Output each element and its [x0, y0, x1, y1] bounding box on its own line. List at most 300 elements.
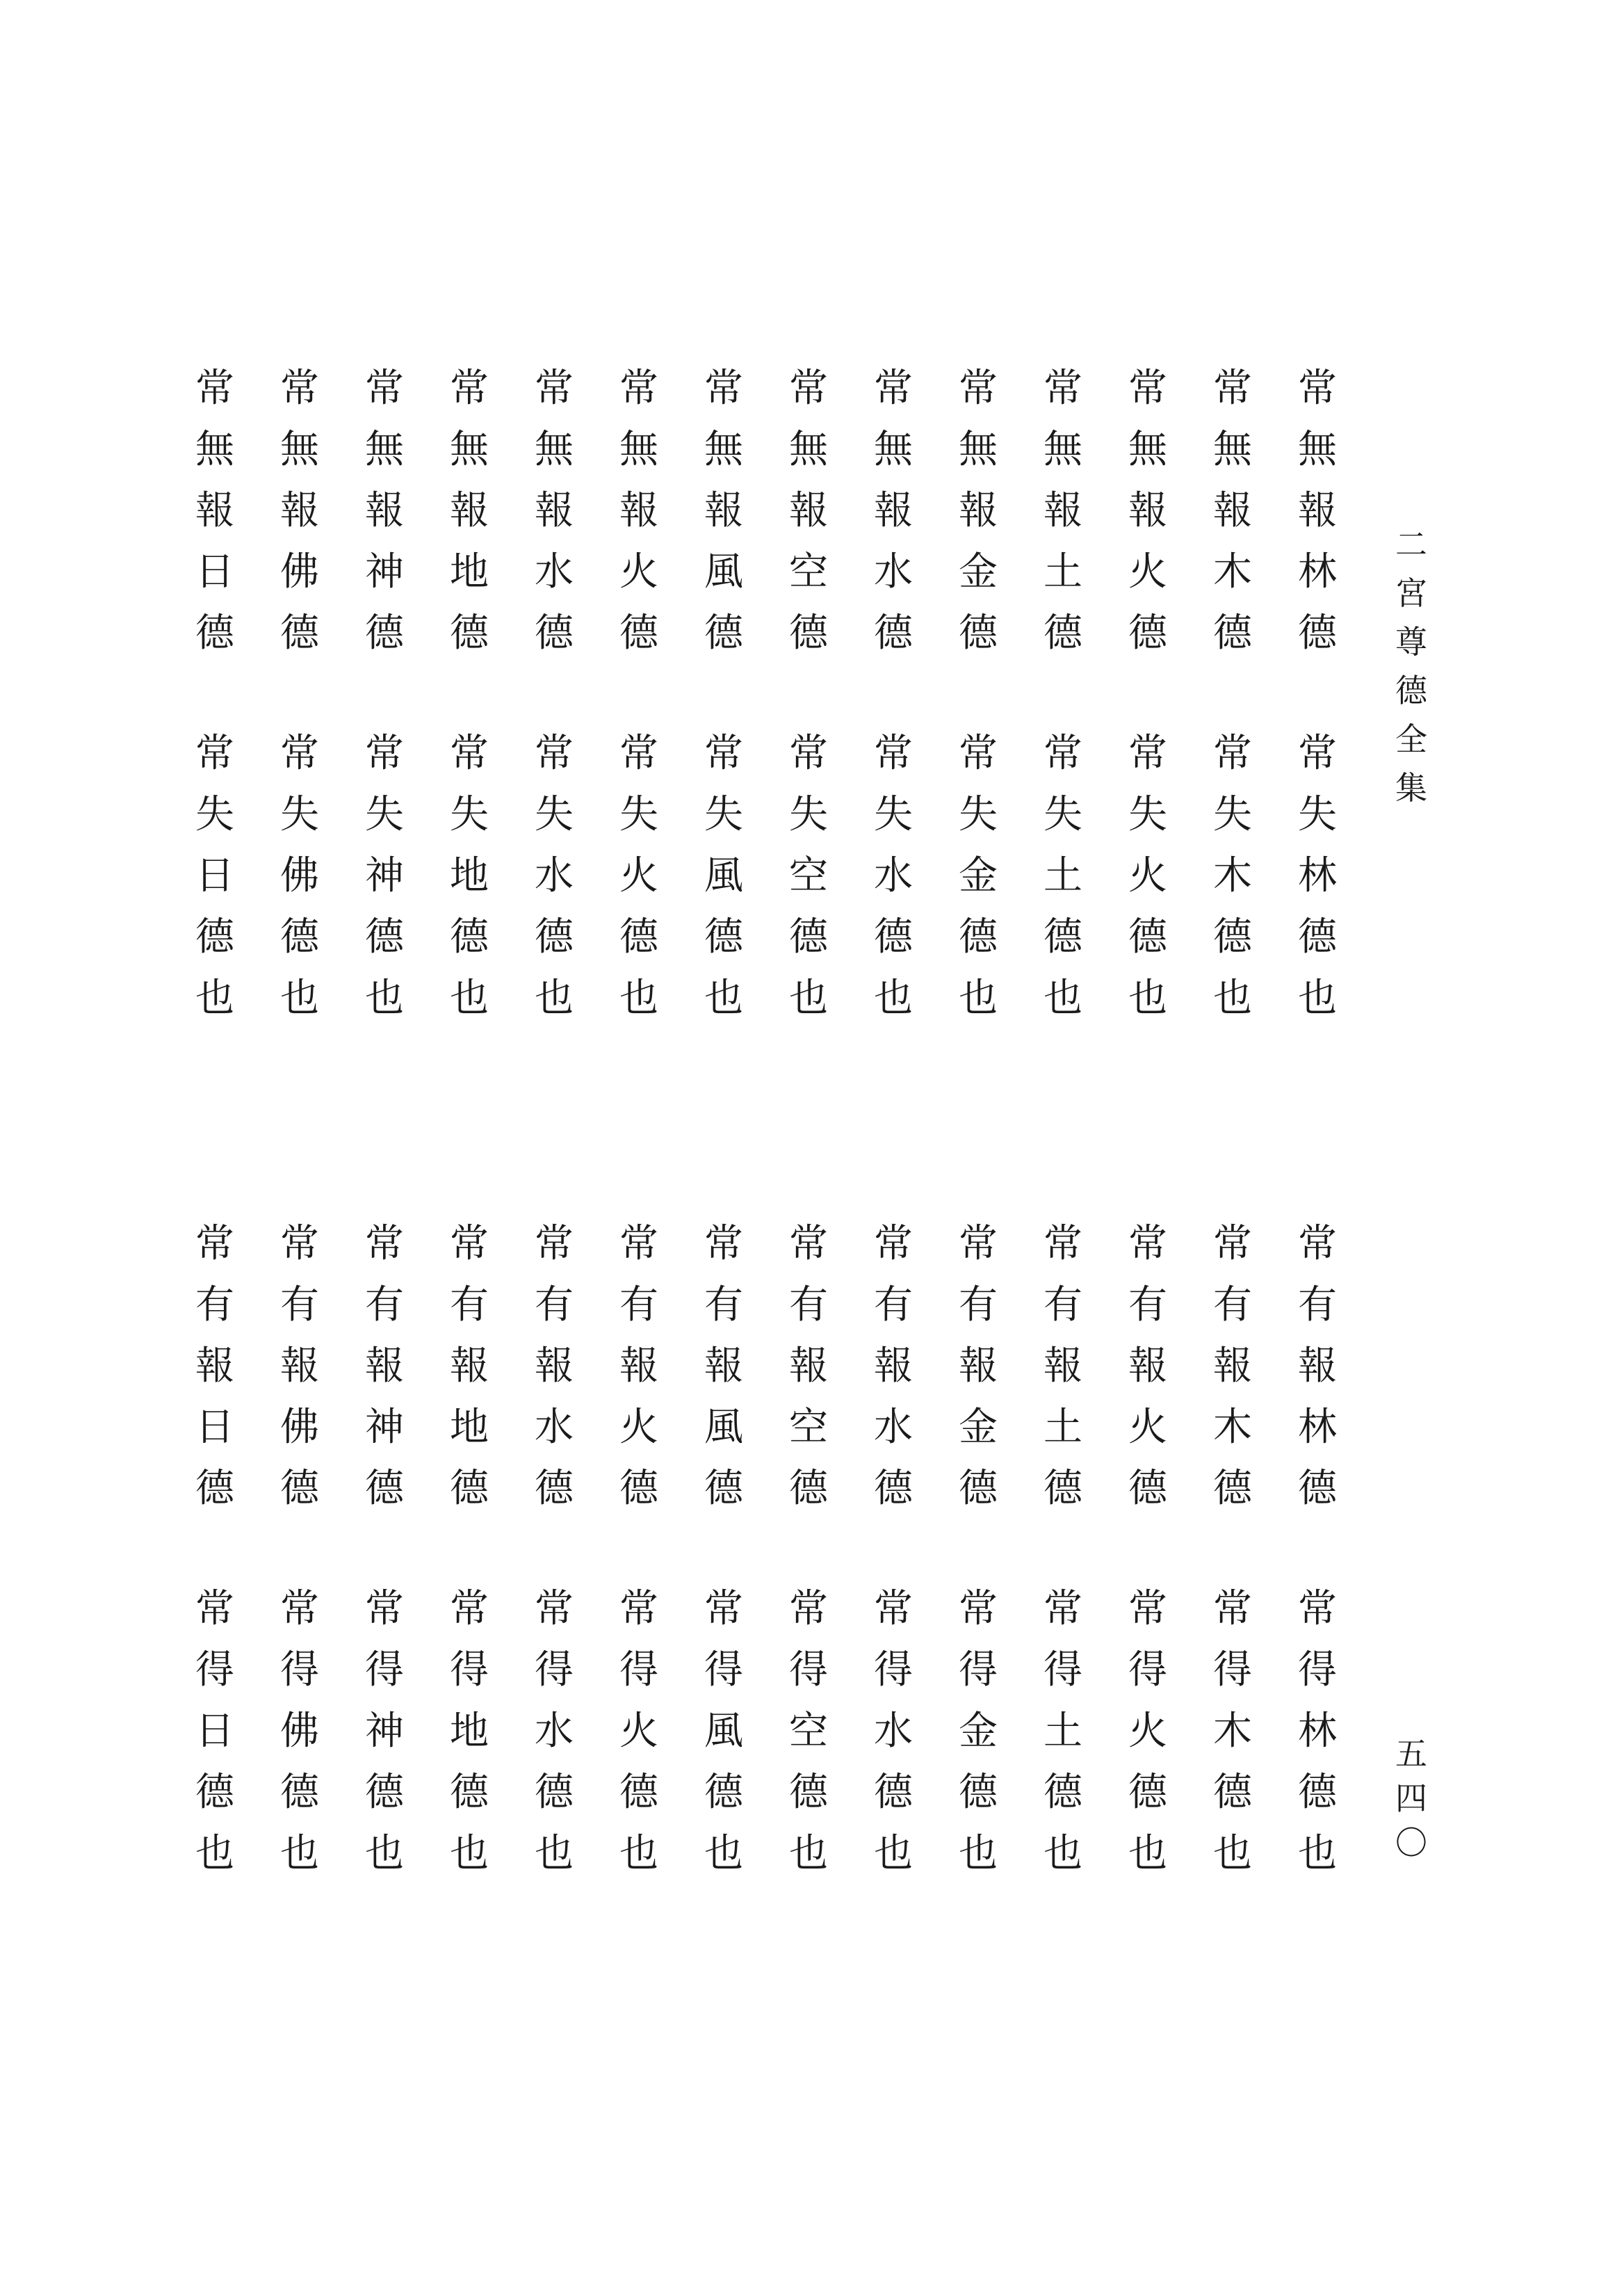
- text-char: 德: [365, 914, 404, 960]
- text-char: 有: [619, 1282, 658, 1327]
- text-char: 常: [959, 366, 998, 411]
- text-char: 風: [704, 549, 743, 595]
- text-column: [615, 358, 663, 664]
- text-char: 風: [704, 853, 743, 898]
- text-char: 得: [450, 1647, 489, 1693]
- text-char: 地: [450, 1709, 489, 1754]
- text-char: 德: [280, 914, 319, 960]
- text-char: 德: [1213, 611, 1252, 656]
- text-char: 林: [1298, 1405, 1337, 1450]
- text-char: 常: [789, 1221, 828, 1266]
- text-char: 報: [195, 1343, 234, 1389]
- running-head-char: 宮: [1395, 574, 1427, 612]
- text-char: 也: [959, 1831, 998, 1876]
- text-char: 火: [1128, 549, 1167, 595]
- text-column: [275, 723, 324, 1029]
- text-char: 常: [1128, 1221, 1167, 1266]
- text-char: 木: [1213, 853, 1252, 898]
- text-char: 報: [874, 488, 913, 533]
- text-char: 無: [959, 427, 998, 472]
- text-char: 失: [874, 792, 913, 837]
- text-char: 也: [365, 1831, 404, 1876]
- text-char: 有: [450, 1282, 489, 1327]
- text-char: 無: [450, 427, 489, 472]
- text-char: 有: [535, 1282, 574, 1327]
- text-char: 有: [280, 1282, 319, 1327]
- text-char: 空: [789, 1709, 828, 1754]
- text-char: 水: [874, 853, 913, 898]
- text-char: 德: [450, 1466, 489, 1511]
- text-char: 德: [1044, 914, 1082, 960]
- text-column: [445, 723, 494, 1029]
- text-char: 德: [1128, 1770, 1167, 1815]
- text-char: 報: [959, 488, 998, 533]
- running-head-char: 集: [1395, 769, 1427, 807]
- text-char: 報: [450, 1343, 489, 1389]
- text-char: 也: [1213, 976, 1252, 1021]
- text-char: 常: [535, 1586, 574, 1631]
- text-char: 也: [1213, 1831, 1252, 1876]
- text-char: 常: [1298, 366, 1337, 411]
- text-char: 無: [619, 427, 658, 472]
- text-column: [1123, 723, 1172, 1029]
- text-char: 失: [195, 792, 234, 837]
- text-char: 土: [1044, 1709, 1082, 1754]
- text-char: 德: [959, 1770, 998, 1815]
- text-char: 日: [195, 1405, 234, 1450]
- text-char: 德: [789, 611, 828, 656]
- text-char: 佛: [280, 549, 319, 595]
- text-char: 德: [535, 1770, 574, 1815]
- text-char: 也: [195, 976, 234, 1021]
- text-char: 德: [195, 1466, 234, 1511]
- text-char: 日: [195, 549, 234, 595]
- text-char: 林: [1298, 1709, 1337, 1754]
- text-column: [615, 1213, 663, 1519]
- text-char: 無: [1298, 427, 1337, 472]
- text-char: 常: [280, 1221, 319, 1266]
- text-char: 無: [789, 427, 828, 472]
- text-char: 空: [789, 549, 828, 595]
- text-char: 得: [1213, 1647, 1252, 1693]
- text-char: 也: [1044, 1831, 1082, 1876]
- text-column: [1208, 1213, 1257, 1519]
- text-char: 也: [1298, 1831, 1337, 1876]
- text-char: 德: [959, 1466, 998, 1511]
- text-column: [954, 358, 1002, 664]
- text-column: [1208, 723, 1257, 1029]
- text-char: 佛: [280, 1405, 319, 1450]
- text-char: 金: [959, 1709, 998, 1754]
- text-char: 德: [1128, 611, 1167, 656]
- text-char: 水: [874, 1405, 913, 1450]
- text-char: 常: [450, 366, 489, 411]
- text-char: 也: [280, 976, 319, 1021]
- text-char: 常: [1128, 1586, 1167, 1631]
- text-char: 報: [1128, 1343, 1167, 1389]
- page-number-char: 〇: [1395, 1824, 1427, 1862]
- text-char: 也: [959, 976, 998, 1021]
- text-char: 水: [874, 1709, 913, 1754]
- text-char: 常: [1044, 731, 1082, 776]
- text-char: 德: [450, 914, 489, 960]
- text-char: 常: [1213, 366, 1252, 411]
- text-char: 報: [704, 488, 743, 533]
- running-head-char: 全: [1395, 720, 1427, 758]
- text-column: [190, 1213, 239, 1519]
- text-column: [190, 1579, 239, 1885]
- text-char: 德: [1044, 1466, 1082, 1511]
- text-column: [784, 1579, 833, 1885]
- text-char: 報: [195, 488, 234, 533]
- text-column: [615, 723, 663, 1029]
- text-char: 常: [704, 366, 743, 411]
- text-char: 得: [535, 1647, 574, 1693]
- text-char: 報: [1298, 1343, 1337, 1389]
- text-char: 報: [1128, 488, 1167, 533]
- text-char: 佛: [280, 1709, 319, 1754]
- text-char: 水: [535, 853, 574, 898]
- text-char: 常: [280, 731, 319, 776]
- text-char: 報: [1044, 488, 1082, 533]
- text-char: 也: [874, 1831, 913, 1876]
- text-char: 德: [1128, 914, 1167, 960]
- text-char: 木: [1213, 1709, 1252, 1754]
- text-char: 也: [450, 1831, 489, 1876]
- text-char: 得: [1044, 1647, 1082, 1693]
- text-char: 德: [704, 1770, 743, 1815]
- text-char: 有: [704, 1282, 743, 1327]
- text-char: 德: [535, 1466, 574, 1511]
- page-number-char: 五: [1395, 1735, 1427, 1773]
- text-column: [784, 723, 833, 1029]
- text-char: 常: [1044, 1586, 1082, 1631]
- text-char: 失: [959, 792, 998, 837]
- text-char: 神: [365, 1405, 404, 1450]
- text-char: 德: [195, 1770, 234, 1815]
- text-char: 報: [959, 1343, 998, 1389]
- text-char: 金: [959, 853, 998, 898]
- text-char: 無: [874, 427, 913, 472]
- text-char: 報: [280, 488, 319, 533]
- text-char: 德: [874, 914, 913, 960]
- text-char: 常: [365, 1221, 404, 1266]
- text-column: [1039, 1213, 1087, 1519]
- text-char: 常: [450, 1586, 489, 1631]
- text-char: 也: [195, 1831, 234, 1876]
- text-column: [869, 723, 918, 1029]
- text-char: 常: [450, 1221, 489, 1266]
- text-char: 常: [1213, 731, 1252, 776]
- text-char: 德: [959, 611, 998, 656]
- text-char: 常: [789, 731, 828, 776]
- text-char: 常: [619, 1586, 658, 1631]
- text-char: 火: [1128, 1405, 1167, 1450]
- text-char: 德: [789, 1466, 828, 1511]
- text-char: 佛: [280, 853, 319, 898]
- text-char: 報: [1213, 488, 1252, 533]
- text-char: 報: [619, 488, 658, 533]
- text-char: 火: [1128, 1709, 1167, 1754]
- text-char: 火: [1128, 853, 1167, 898]
- text-char: 也: [1128, 1831, 1167, 1876]
- text-char: 常: [704, 1221, 743, 1266]
- text-char: 常: [874, 1221, 913, 1266]
- text-char: 德: [280, 1466, 319, 1511]
- text-char: 木: [1213, 1405, 1252, 1450]
- text-char: 得: [874, 1647, 913, 1693]
- text-char: 也: [365, 976, 404, 1021]
- text-column: [869, 1213, 918, 1519]
- text-char: 德: [1213, 1770, 1252, 1815]
- text-char: 失: [365, 792, 404, 837]
- text-char: 德: [195, 914, 234, 960]
- text-char: 德: [1213, 1466, 1252, 1511]
- text-char: 失: [789, 792, 828, 837]
- text-char: 報: [535, 1343, 574, 1389]
- text-char: 失: [619, 792, 658, 837]
- text-char: 得: [789, 1647, 828, 1693]
- text-char: 報: [535, 488, 574, 533]
- text-char: 也: [704, 1831, 743, 1876]
- text-char: 常: [874, 731, 913, 776]
- text-char: 德: [365, 1770, 404, 1815]
- text-char: 常: [535, 366, 574, 411]
- text-char: 無: [195, 427, 234, 472]
- text-char: 金: [959, 549, 998, 595]
- text-char: 也: [1298, 976, 1337, 1021]
- text-char: 失: [1128, 792, 1167, 837]
- text-char: 常: [789, 1586, 828, 1631]
- text-char: 德: [704, 611, 743, 656]
- text-char: 日: [195, 853, 234, 898]
- text-char: 地: [450, 853, 489, 898]
- text-char: 無: [704, 427, 743, 472]
- text-char: 德: [704, 914, 743, 960]
- text-char: 德: [874, 1466, 913, 1511]
- text-char: 得: [365, 1647, 404, 1693]
- text-char: 報: [789, 488, 828, 533]
- text-char: 有: [365, 1282, 404, 1327]
- text-char: 地: [450, 1405, 489, 1450]
- text-char: 德: [619, 914, 658, 960]
- text-char: 常: [959, 1221, 998, 1266]
- text-char: 火: [619, 549, 658, 595]
- text-char: 德: [704, 1466, 743, 1511]
- text-char: 常: [1044, 366, 1082, 411]
- text-char: 德: [280, 1770, 319, 1815]
- text-char: 火: [619, 1709, 658, 1754]
- text-char: 常: [365, 1586, 404, 1631]
- text-char: 常: [619, 731, 658, 776]
- text-char: 風: [704, 1709, 743, 1754]
- text-char: 常: [195, 366, 234, 411]
- text-column: [1293, 1579, 1342, 1885]
- text-char: 無: [280, 427, 319, 472]
- text-char: 得: [280, 1647, 319, 1693]
- text-char: 也: [450, 976, 489, 1021]
- text-char: 有: [1213, 1282, 1252, 1327]
- text-char: 常: [1213, 1221, 1252, 1266]
- text-char: 常: [365, 366, 404, 411]
- text-char: 常: [874, 1586, 913, 1631]
- text-char: 也: [1128, 976, 1167, 1021]
- text-char: 常: [619, 366, 658, 411]
- text-char: 常: [195, 1586, 234, 1631]
- text-column: [360, 358, 409, 664]
- text-column: [699, 723, 748, 1029]
- text-char: 火: [619, 1405, 658, 1450]
- text-char: 常: [195, 1221, 234, 1266]
- text-char: 德: [959, 914, 998, 960]
- text-column: [869, 1579, 918, 1885]
- text-char: 得: [195, 1647, 234, 1693]
- text-char: 失: [1298, 792, 1337, 837]
- text-column: [530, 723, 578, 1029]
- text-char: 有: [789, 1282, 828, 1327]
- page-number-char: 四: [1395, 1779, 1427, 1817]
- text-column: [954, 1213, 1002, 1519]
- text-column: [615, 1579, 663, 1885]
- text-char: 德: [280, 611, 319, 656]
- text-column: [1039, 1579, 1087, 1885]
- text-char: 常: [1298, 1586, 1337, 1631]
- text-char: 常: [1128, 731, 1167, 776]
- text-char: 失: [1044, 792, 1082, 837]
- text-column: [784, 358, 833, 664]
- text-column: [445, 358, 494, 664]
- text-char: 德: [195, 611, 234, 656]
- text-char: 得: [619, 1647, 658, 1693]
- text-char: 報: [1298, 488, 1337, 533]
- text-char: 失: [280, 792, 319, 837]
- text-char: 日: [195, 1709, 234, 1754]
- text-char: 土: [1044, 1405, 1082, 1450]
- text-char: 得: [704, 1647, 743, 1693]
- text-char: 報: [619, 1343, 658, 1389]
- text-char: 德: [1044, 1770, 1082, 1815]
- text-char: 常: [535, 1221, 574, 1266]
- text-char: 無: [535, 427, 574, 472]
- text-column: [1293, 358, 1342, 664]
- text-column: [1293, 1213, 1342, 1519]
- text-char: 得: [1298, 1647, 1337, 1693]
- text-char: 德: [450, 611, 489, 656]
- text-char: 有: [1298, 1282, 1337, 1327]
- text-char: 無: [365, 427, 404, 472]
- text-column: [360, 723, 409, 1029]
- text-char: 常: [704, 731, 743, 776]
- text-char: 德: [1298, 611, 1337, 656]
- text-char: 也: [874, 976, 913, 1021]
- text-column: [445, 1213, 494, 1519]
- text-char: 報: [789, 1343, 828, 1389]
- text-char: 報: [704, 1343, 743, 1389]
- text-char: 無: [1128, 427, 1167, 472]
- running-head: [1387, 520, 1436, 812]
- text-char: 得: [959, 1647, 998, 1693]
- text-char: 木: [1213, 549, 1252, 595]
- text-column: [530, 1579, 578, 1885]
- text-char: 常: [450, 731, 489, 776]
- text-column: [275, 358, 324, 664]
- text-char: 德: [619, 1466, 658, 1511]
- page-number: [1387, 1732, 1436, 1865]
- text-char: 常: [1213, 1586, 1252, 1631]
- text-char: 德: [535, 611, 574, 656]
- text-char: 德: [1298, 1770, 1337, 1815]
- text-char: 失: [704, 792, 743, 837]
- text-column: [699, 1579, 748, 1885]
- text-char: 空: [789, 853, 828, 898]
- text-column: [1123, 1213, 1172, 1519]
- text-char: 常: [365, 731, 404, 776]
- text-char: 土: [1044, 549, 1082, 595]
- text-char: 常: [619, 1221, 658, 1266]
- text-char: 常: [280, 366, 319, 411]
- text-char: 常: [959, 1586, 998, 1631]
- text-char: 常: [704, 1586, 743, 1631]
- text-column: [699, 1213, 748, 1519]
- text-column: [1293, 723, 1342, 1029]
- running-head-char: 德: [1395, 672, 1427, 709]
- text-char: 也: [619, 1831, 658, 1876]
- text-char: 報: [365, 1343, 404, 1389]
- text-char: 常: [1298, 1221, 1337, 1266]
- text-char: 常: [874, 366, 913, 411]
- text-char: 德: [789, 1770, 828, 1815]
- text-char: 也: [535, 1831, 574, 1876]
- text-char: 神: [365, 549, 404, 595]
- text-char: 常: [1298, 731, 1337, 776]
- text-char: 水: [535, 549, 574, 595]
- text-char: 水: [874, 549, 913, 595]
- text-column: [869, 358, 918, 664]
- text-column: [530, 358, 578, 664]
- text-char: 得: [1128, 1647, 1167, 1693]
- text-column: [1208, 358, 1257, 664]
- text-char: 林: [1298, 853, 1337, 898]
- text-column: [445, 1579, 494, 1885]
- text-char: 有: [195, 1282, 234, 1327]
- text-char: 失: [535, 792, 574, 837]
- text-char: 也: [619, 976, 658, 1021]
- text-char: 水: [535, 1405, 574, 1450]
- text-char: 報: [365, 488, 404, 533]
- text-char: 德: [874, 1770, 913, 1815]
- text-char: 常: [535, 731, 574, 776]
- text-char: 德: [365, 1466, 404, 1511]
- text-char: 德: [450, 1770, 489, 1815]
- text-char: 也: [789, 1831, 828, 1876]
- text-column: [1208, 1579, 1257, 1885]
- text-char: 德: [365, 611, 404, 656]
- text-char: 德: [1298, 1466, 1337, 1511]
- running-head-char: 二: [1395, 526, 1427, 563]
- text-char: 德: [535, 914, 574, 960]
- text-char: 德: [619, 1770, 658, 1815]
- text-char: 火: [619, 853, 658, 898]
- text-column: [275, 1213, 324, 1519]
- text-column: [275, 1579, 324, 1885]
- text-char: 德: [619, 611, 658, 656]
- text-char: 也: [789, 976, 828, 1021]
- text-column: [360, 1213, 409, 1519]
- text-char: 常: [280, 1586, 319, 1631]
- text-char: 風: [704, 1405, 743, 1450]
- text-column: [699, 358, 748, 664]
- text-char: 水: [535, 1709, 574, 1754]
